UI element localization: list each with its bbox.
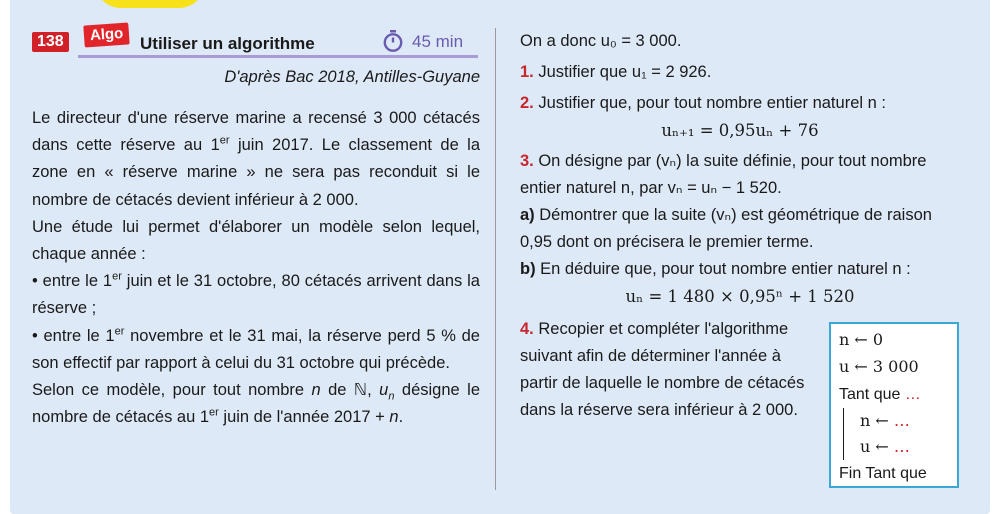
algo-line-6: Fin Tant que <box>839 464 927 482</box>
right-column <box>520 24 960 482</box>
algo-loop-body <box>843 408 957 460</box>
question-3a: a) Démontrer que la suite (vₙ) est géométrique de raison 0,95 dont on précisera le premier terme. <box>520 206 932 251</box>
exercise-header <box>32 24 480 56</box>
question-1: 1. Justifier que u₁ = 2 926. <box>520 63 712 81</box>
exercise-number: 138 <box>32 32 69 52</box>
algo-line-2: u ← 3 000 <box>839 357 919 377</box>
question-3b: b) En déduire que, pour tout nombre entier naturel n : <box>520 260 911 278</box>
bullet-1: • entre le 1er juin et le 31 octobre, 80 cétacés arrivent dans la réserve ; <box>32 270 480 318</box>
column-divider <box>495 28 496 490</box>
left-column <box>32 24 480 431</box>
paragraph-3: Selon ce modèle, pour tout nombre n de ℕ, $u_n$ désigne le nombre de cétacés au 1er juin de l'année 2017 + n. <box>32 381 480 427</box>
bullet-2: • entre le 1er novembre et le 31 mai, la réserve perd 5 % de son effectif par rapport à celui du 31 octobre qui précède. <box>32 325 480 372</box>
algo-line-5: u ← … <box>860 436 910 456</box>
algo-line-4: n ← … <box>860 410 910 430</box>
algo-badge: Algo <box>83 22 130 47</box>
stopwatch-icon <box>382 30 404 52</box>
title-underline <box>78 55 478 58</box>
question-2: 2. Justifier que, pour tout nombre entier naturel n : <box>520 94 886 112</box>
exercise-source: D'après Bac 2018, Antilles-Guyane <box>224 68 480 86</box>
statement <box>32 105 480 431</box>
formula-recurrence: uₙ₊₁ = 0,95uₙ + 76 <box>661 121 819 140</box>
intro-line: On a donc u₀ = 3 000. <box>520 32 682 50</box>
exercise-title: Utiliser un algorithme <box>140 34 315 53</box>
algo-line-3: Tant que … <box>839 385 921 403</box>
paragraph-2: Une étude lui permet d'élaborer un modèle selon lequel, chaque année : <box>32 217 480 264</box>
question-4: 4. Recopier et compléter l'algorithme suivant afin de déterminer l'année à partir de laquelle le nombre de cétacés dans la réserve sera inférieur à 2 000. <box>520 320 805 419</box>
paragraph-1: Le directeur d'une réserve marine a recensé 3 000 cétacés dans cette réserve au 1er juin 2017. Le classement de la zone en « réserve marine » ne sera pas reconduit si le nombre de cétacés devient inférieur à 2 000. <box>32 109 481 209</box>
algorithm-box <box>829 322 959 488</box>
question-3: 3. On désigne par (vₙ) la suite définie, pour tout nombre entier naturel n, par vₙ = uₙ − 1 520. <box>520 152 927 197</box>
duration: 45 min <box>412 32 464 51</box>
algo-line-1: n ← 0 <box>839 330 884 349</box>
formula-explicit: uₙ = 1 480 × 0,95ⁿ + 1 520 <box>625 287 855 306</box>
